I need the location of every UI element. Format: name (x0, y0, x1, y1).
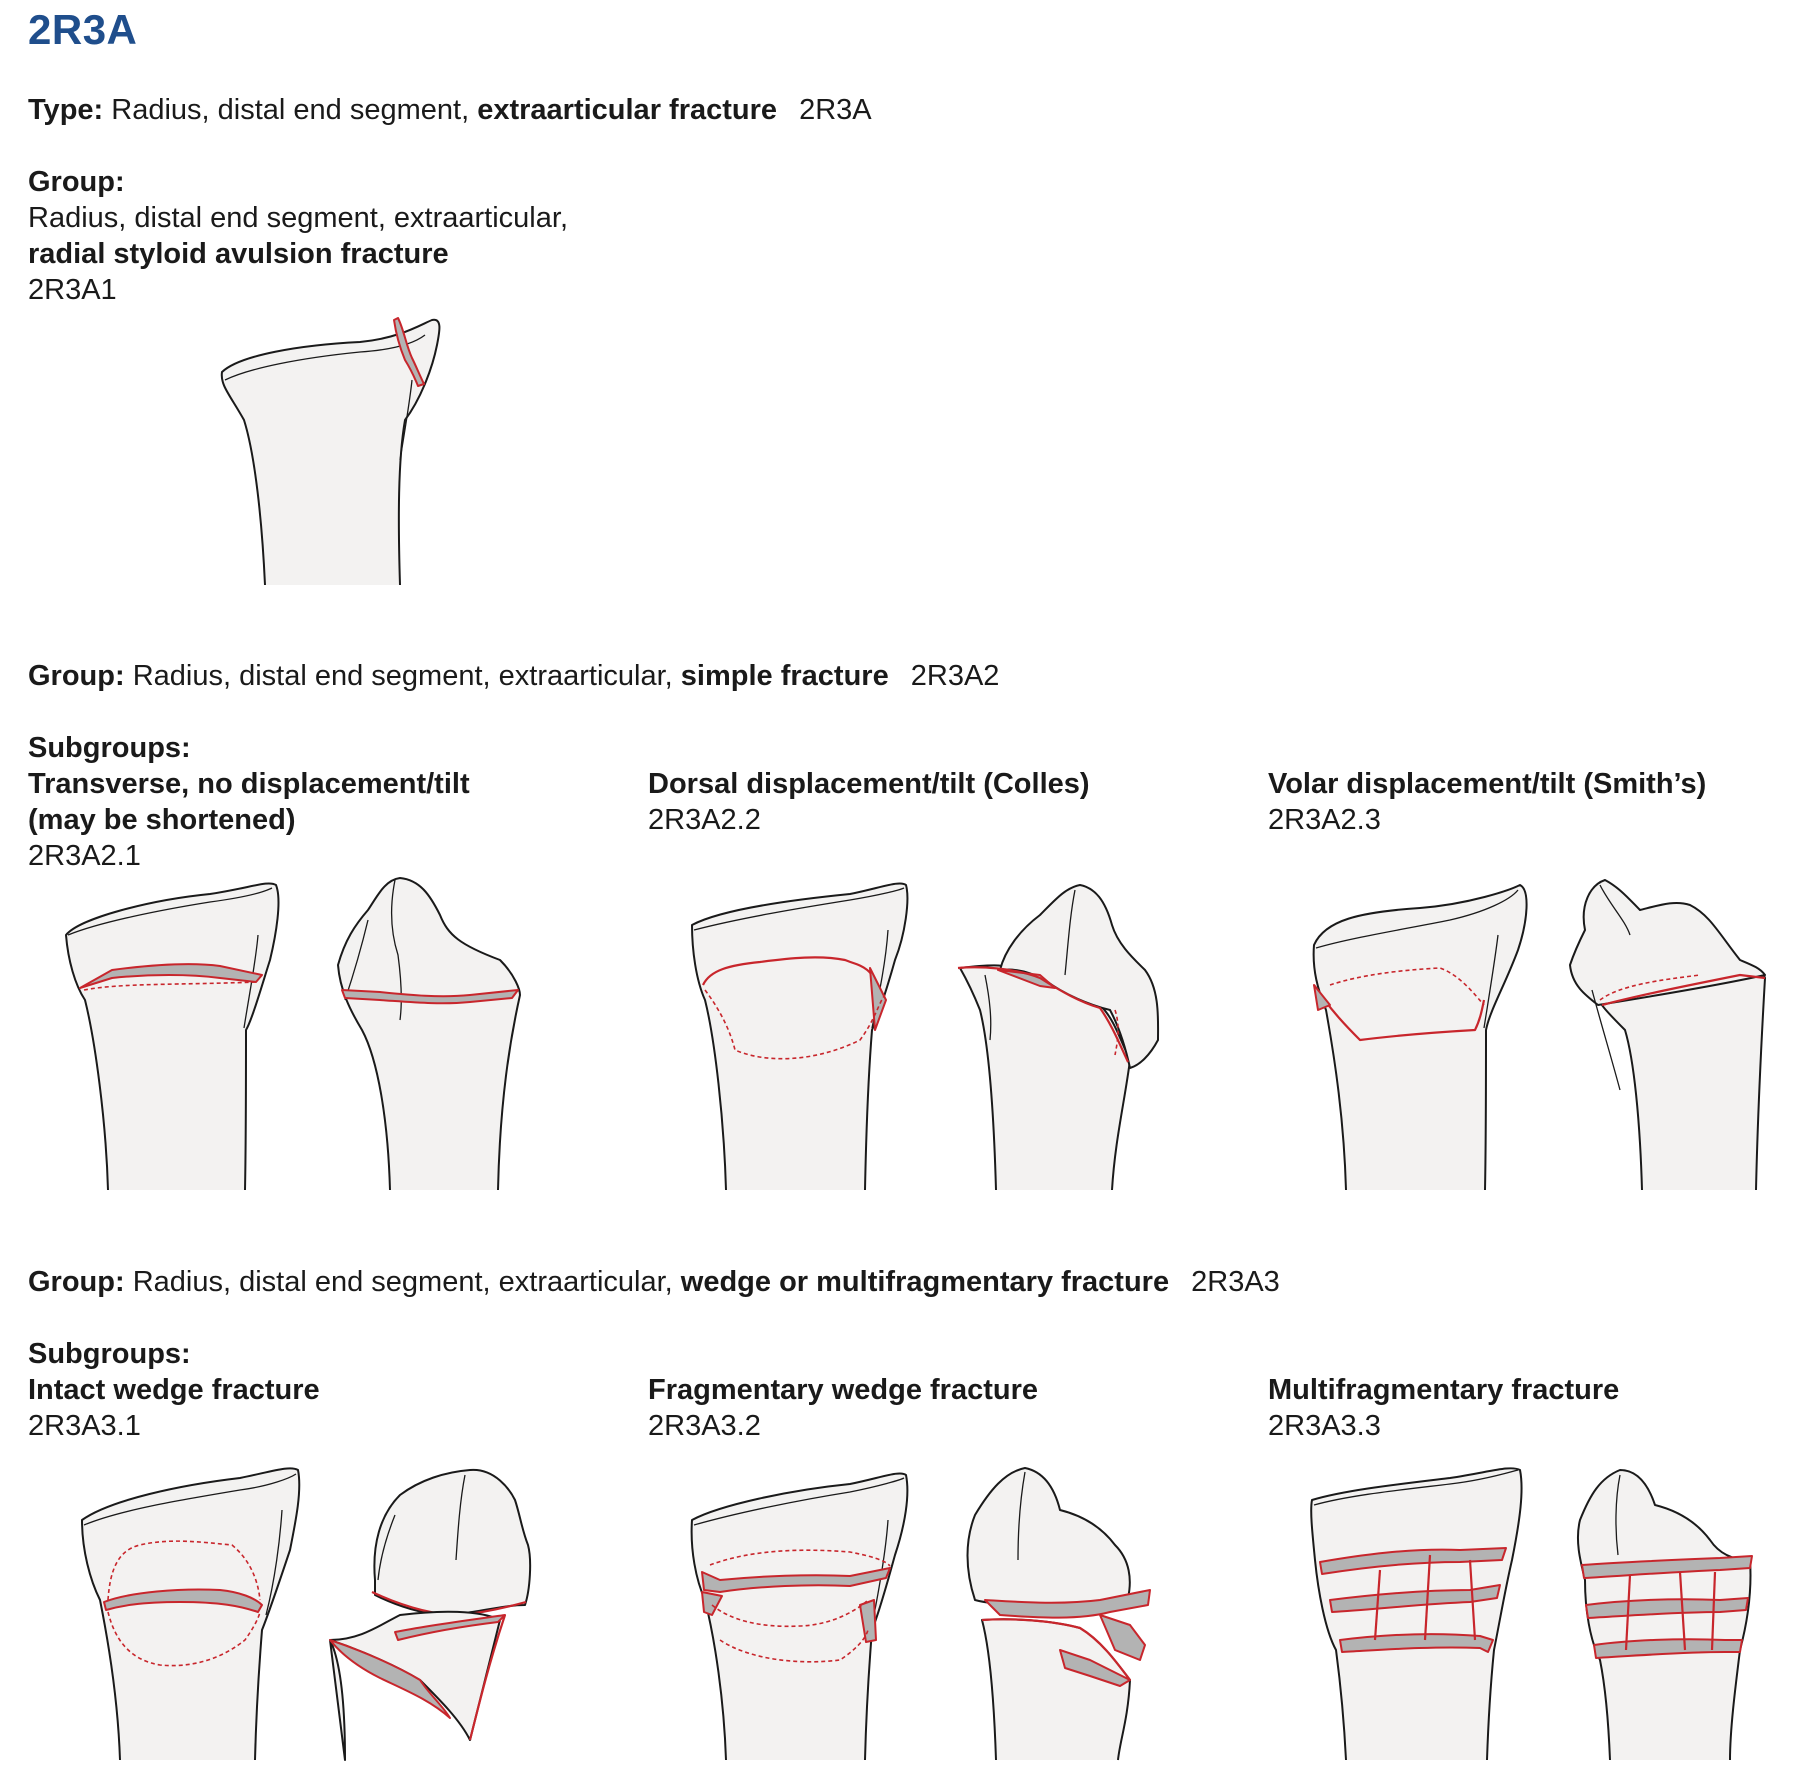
subgroup-a3-3-code: 2R3A3.3 (1268, 1410, 1381, 1442)
bone-a1-radial-styloid (222, 318, 440, 585)
group-a2-code: 2R3A2 (910, 660, 1000, 692)
subgroup-a2-2-line1: Dorsal displacement/tilt (Colles) (648, 768, 1090, 800)
subgroup-a3-2-line1: Fragmentary wedge fracture (648, 1374, 1039, 1406)
subgroup-a2-1-code: 2R3A2.1 (28, 840, 141, 872)
group-a3-emphasis: wedge or multifragmentary fracture (680, 1266, 1170, 1298)
page-title: 2R3A (28, 6, 138, 53)
bone-a2-1-lat (338, 878, 520, 1190)
group-a1-label: Group: (28, 166, 125, 198)
subgroup-a2-3-code: 2R3A2.3 (1268, 804, 1381, 836)
bone-a2-3-lat (1570, 880, 1765, 1190)
group-a1-line1: Radius, distal end segment, extraarticular, (28, 202, 568, 234)
group-a2-emphasis: simple fracture (680, 660, 889, 692)
bone-a2-1-ap (66, 883, 278, 1190)
bone-a3-3-lat (1578, 1470, 1752, 1760)
bone-a3-2-ap (692, 1473, 908, 1760)
bone-a3-1-lat (330, 1470, 530, 1760)
group-a1-emphasis: radial styloid avulsion fracture (28, 238, 449, 270)
group-a2-label: Group: (28, 660, 125, 692)
type-code: 2R3A (799, 94, 872, 126)
subgroup-a3-1-line1: Intact wedge fracture (28, 1374, 320, 1406)
type-label: Type: (28, 94, 104, 126)
group-a2-text: Radius, distal end segment, extraarticular, (132, 660, 673, 692)
bone-a3-1-ap (82, 1468, 299, 1760)
subgroup-a3-2-code: 2R3A3.2 (648, 1410, 761, 1442)
type-emphasis: extraarticular fracture (477, 94, 778, 126)
bone-a2-2-ap (692, 883, 907, 1190)
subgroups-label-a2: Subgroups: (28, 732, 191, 764)
group-a3-code: 2R3A3 (1191, 1266, 1280, 1298)
group-a3-text: Radius, distal end segment, extraarticular, (132, 1266, 673, 1298)
bone-a2-3-ap (1314, 885, 1527, 1190)
bone-a3-3-ap (1311, 1468, 1521, 1760)
bone-a3-2-lat (968, 1468, 1151, 1760)
type-text: Radius, distal end segment, (111, 94, 470, 126)
subgroup-a3-3-line1: Multifragmentary fracture (1268, 1374, 1620, 1406)
subgroup-a2-3-line1: Volar displacement/tilt (Smith’s) (1268, 768, 1707, 800)
subgroup-a2-1-line2: (may be shortened) (28, 804, 296, 836)
bone-a2-2-lat (958, 885, 1158, 1190)
subgroup-a2-2-code: 2R3A2.2 (648, 804, 761, 836)
group-a3-label: Group: (28, 1266, 125, 1298)
subgroups-label-a3: Subgroups: (28, 1338, 191, 1370)
subgroup-a3-1-code: 2R3A3.1 (28, 1410, 141, 1442)
subgroup-a2-1-line1: Transverse, no displacement/tilt (28, 768, 470, 800)
group-a1-code: 2R3A1 (28, 274, 117, 306)
